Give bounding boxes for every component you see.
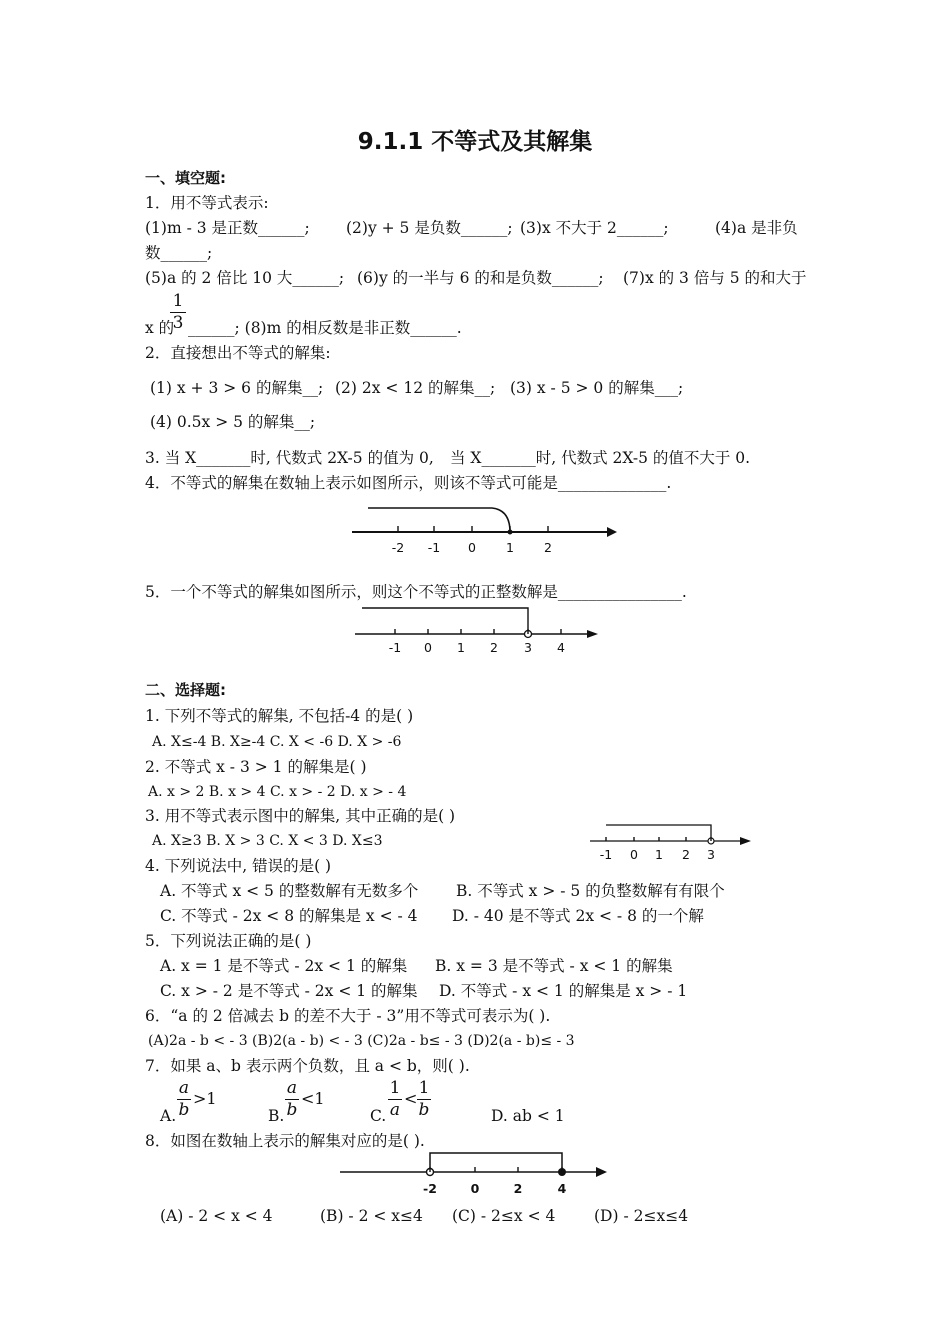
section-heading-fill: 一、填空题: <box>145 169 226 187</box>
q1-item-7: (7)x 的 3 倍与 5 的和大于 <box>623 269 807 287</box>
fraction-den: b <box>178 1100 190 1120</box>
tick-label: 1 <box>457 640 465 655</box>
c7-option-c-rel: < <box>404 1089 418 1108</box>
q1-item-2: (2)y + 5 是负数______; <box>346 219 513 237</box>
q2-item-2: (2) 2x < 12 的解集__; <box>335 379 496 397</box>
section-heading-choice: 二、选择题: <box>145 681 226 699</box>
page-title: 9.1.1 不等式及其解集 <box>357 129 593 155</box>
q3-part-b: 当 X_______时, 代数式 2X-5 的值不大于 0. <box>450 449 751 467</box>
fraction-num: 1 <box>389 1078 401 1098</box>
q3-part-a: 3. 当 X_______时, 代数式 2X-5 的值为 0, <box>145 449 434 467</box>
c7-option-a-rel: >1 <box>193 1089 217 1108</box>
q1-item-5: (5)a 的 2 倍比 10 大______; <box>145 269 345 287</box>
c8-option-a: (A) - 2 < x < 4 <box>160 1207 273 1225</box>
fraction-den: b <box>418 1100 430 1120</box>
solution-bracket <box>430 1153 562 1169</box>
c8-option-b: (B) - 2 < x≤4 <box>320 1207 423 1225</box>
c8-stem: 8．如图在数轴上表示的解集对应的是( ). <box>145 1132 425 1150</box>
c7-stem: 7．如果 a、b 表示两个负数，且 a < b，则( ). <box>145 1057 470 1075</box>
c4-option-a: A. 不等式 x < 5 的整数解有无数多个 <box>160 882 419 900</box>
c1-stem: 1. 下列不等式的解集, 不包括-4 的是( ) <box>145 707 414 725</box>
q1-fraction-num: 1 <box>172 291 184 311</box>
q2-stem: 2．直接想出不等式的解集: <box>145 344 331 362</box>
fraction-num: 1 <box>418 1078 430 1098</box>
fraction-den: b <box>286 1100 298 1120</box>
c5-option-c: C. x > - 2 是不等式 - 2x < 1 的解集 <box>160 982 418 1000</box>
c8-option-d: (D) - 2≤x≤4 <box>594 1207 689 1225</box>
c7-option-c-label: C. <box>370 1107 387 1125</box>
tick-label: 1 <box>506 540 514 555</box>
q1-item-7-cont: x 的 <box>145 319 175 337</box>
q1-item-3: (3)x 不大于 2______; <box>520 219 669 237</box>
q5-stem: 5．一个不等式的解集如图所示，则这个不等式的正整数解是________________. <box>145 583 687 601</box>
c8-option-c: (C) - 2≤x < 4 <box>452 1207 556 1225</box>
tick-label: 2 <box>682 847 690 862</box>
tick-label: 0 <box>470 1181 480 1196</box>
tick-label: 3 <box>524 640 532 655</box>
tick-label: 2 <box>513 1181 523 1196</box>
c6-stem: 6．“a 的 2 倍减去 b 的差不大于 - 3”用不等式可表示为( ). <box>145 1007 551 1025</box>
tick-label: -1 <box>599 847 613 862</box>
c1-options: A. X≤-4 B. X≥-4 C. X < -6 D. X > -6 <box>152 734 402 750</box>
q1-item-4: (4)a 是非负 <box>715 219 798 237</box>
c2-options: A. x > 2 B. x > 4 C. x > - 2 D. x > - 4 <box>148 784 407 800</box>
c6-options: (A)2a - b < - 3 (B)2(a - b) < - 3 (C)2a - b≤ - 3 (D)2(a - b)≤ - 3 <box>148 1033 575 1049</box>
q1-fraction-den: 3 <box>172 313 184 333</box>
c7-option-b-rel: <1 <box>301 1089 325 1108</box>
c3-stem: 3. 用不等式表示图中的解集, 其中正确的是( ) <box>145 807 456 825</box>
c4-option-c: C. 不等式 - 2x < 8 的解集是 x < - 4 <box>160 907 418 925</box>
q4-stem: 4．不等式的解集在数轴上表示如图所示，则该不等式可能是______________. <box>145 474 672 492</box>
c5-option-d: D. 不等式 - x < 1 的解集是 x > - 1 <box>439 982 688 1000</box>
fraction-num: a <box>178 1078 190 1098</box>
c2-stem: 2. 不等式 x - 3 > 1 的解集是( ) <box>145 758 367 776</box>
q1-item-8: ______; (8)m 的相反数是非正数______. <box>188 319 462 337</box>
q2-item-3: (3) x - 5 > 0 的解集___; <box>510 379 684 397</box>
c7-option-b-label: B. <box>268 1107 285 1125</box>
q1-item-1: (1)m - 3 是正数______; <box>145 219 310 237</box>
tick-label: 3 <box>707 847 715 862</box>
c5-stem: 5．下列说法正确的是( ) <box>145 932 312 950</box>
c5-option-b: B. x = 3 是不等式 - x < 1 的解集 <box>435 957 673 975</box>
tick-label: 4 <box>557 1181 567 1196</box>
c4-stem: 4. 下列说法中, 错误的是( ) <box>145 857 332 875</box>
c5-option-a: A. x = 1 是不等式 - 2x < 1 的解集 <box>160 957 408 975</box>
axis-arrow <box>596 1167 607 1177</box>
tick-label: 1 <box>655 847 663 862</box>
tick-label: 0 <box>630 847 638 862</box>
tick-label: -1 <box>388 640 402 655</box>
q2-item-1: (1) x + 3 > 6 的解集__; <box>150 379 324 397</box>
c7-option-a-label: A. <box>160 1107 177 1125</box>
tick-label: -1 <box>427 540 441 555</box>
fraction-num: a <box>286 1078 298 1098</box>
q1-stem: 1．用不等式表示: <box>145 194 269 212</box>
q2-item-4: (4) 0.5x > 5 的解集__; <box>150 413 316 431</box>
c4-option-b: B. 不等式 x > - 5 的负整数解有有限个 <box>456 882 725 900</box>
c3-options: A. X≥3 B. X > 3 C. X < 3 D. X≤3 <box>152 833 383 849</box>
tick-label: -2 <box>423 1181 437 1196</box>
tick-label: 0 <box>468 540 476 555</box>
fraction-den: a <box>389 1100 401 1120</box>
tick-label: 2 <box>544 540 552 555</box>
tick-label: 2 <box>490 640 498 655</box>
q1-item-6: (6)y 的一半与 6 的和是负数______; <box>357 269 604 287</box>
q1-item-4-cont: 数______; <box>145 244 213 262</box>
tick-label: 4 <box>557 640 565 655</box>
c7-option-d: D. ab < 1 <box>491 1107 565 1125</box>
tick-label: -2 <box>391 540 405 555</box>
c4-option-d: D. - 40 是不等式 2x < - 8 的一个解 <box>452 907 704 925</box>
tick-label: 0 <box>424 640 432 655</box>
